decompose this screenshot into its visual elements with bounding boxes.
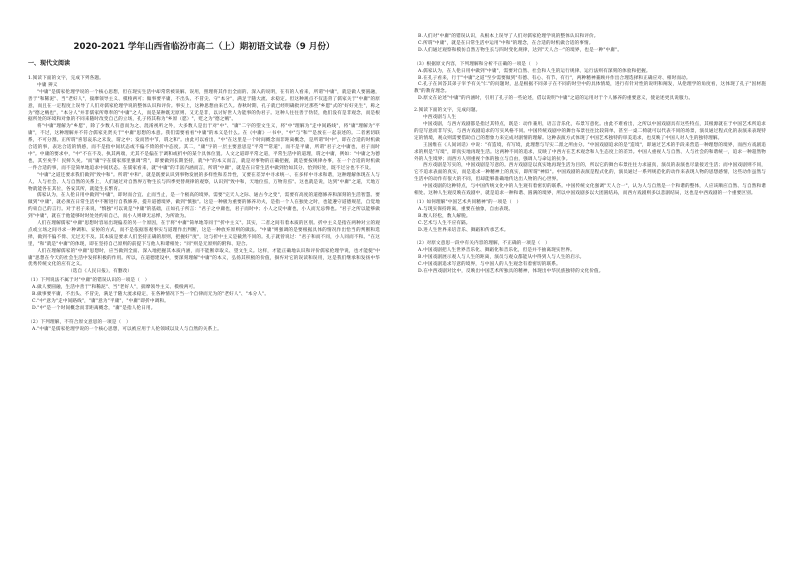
passage-title: 中庸 辨义 [37,82,58,88]
option: C.艺术与人生不应有隔。 [418,220,471,226]
question-intro: 1.阅读下面的文字，完成下列各题。 [28,76,104,81]
paragraph: "中庸"之道还要求我们做到"致中和"。所谓"中和"，就是既要认识到事物发展的多样性和差异性，又要在差异中寻求统一、在多样中寻求和谐，这种理解体现在人与人、人与社会、人与自然的关系上，人们通过对自然界万物生长与四季更替规律的观察，认识到"致中和，天地位焉，万物育焉"。这也就是说，达到"中庸"之道，天地万物就能各在其位，各安其所，就能生长繁育。 [28,172,380,192]
question-5: （1）如何理解"中国艺术共同精神"的一项是（ ） [414,199,522,205]
question-6: （2）对原文意思一段中有关内容的理解，不正确的一项是（ ） [414,241,550,247]
question-intro: 2.阅读下面的文字，完成问题。 [414,108,481,114]
paragraph: 中国戏剧，与西方戏剧都是指过其特点，既是：动作兼用，语言音乐化，布景写意化。由此不难看出，之所以中国戏剧具有这些特点，其根源就在于中国艺术所追求的是写意而非写实，与西方戏剧追求的写实风格不同。中国传统戏剧中的舞台布景往往比较简单，甚至一桌二椅就可以代表不同的场景，演员通过程式化的表演来表现特定的情境，观众则需要借助自己的想象力来完成对剧情的理解。这种表演方式体现了中国艺术独特的审美追求，也反映了中国人对人生的独特理解。 [414,121,766,141]
option: D.进人生世界来培音乐、舞蹈和传承艺术。 [418,227,509,233]
right-column [414,34,766,276]
paragraph: 中国戏剧的这种特点，与中国传统文化中的人生观有着密切的联系。中国传统文化强调"天人合一"，认为人与自然是一个和谐的整体，人应该顺应自然、与自然和谐相处。这种人生观反映在戏剧中，就是追求一种和谐、圆满的境界，所以中国戏剧多以大团圆结局，而西方戏剧则多以悲剧结局，这也是中西戏剧的一个重要区别。 [414,184,766,197]
question-2: （2）下列理解，不符合原文意思的一项是（ ） [28,319,131,325]
option: A.中国戏剧把人生世界音乐化、舞蹈化和音乐化，但是并不抽离现实世界。 [418,248,575,254]
question-3: （3）根据原文内容，下列理解和分析不正确的一项是（ ） [414,61,541,67]
option: C.所谓"中庸"，就是在日常生活中运用"中和"的理念，在合适的时机做合适的事情。 [418,40,594,46]
option: D."中"是一个时间概念而非距离概念，"庸"是指人伦日用。 [32,305,156,311]
paragraph: 王国维在《人间词话》中说："有造境，有写境，此理想与写实二派之所由分。"中国戏剧追求的是"造境"，即通过艺术的手段来营造一种理想的境界，而西方戏剧追求的则是"写境"，即真实地再现生活。这两种不同的追求，反映了中西方在艺术观念和人生态度上的差异。中国人重视人与自然、人与社会的和谐统一，追求一种超然物外的人生境界；而西方人则重视个体的独立与自由，强调人与命运的抗争。 [414,142,766,162]
paragraph: 人们在理解儒家"中庸"思想时容易出现偏差的另一个原因，在于将"中庸"简单地等同于"折中主义"。其实，二者之间有着本质的区别。折中主义是指在两种对立的观点或立场之间寻求一种调和、妥协的方式，而不是依据客观事实与道理作出判断，这是一种放弃原则的做法。"中庸"则强调的是要根据具体的情况作出恰当的判断和选择，做到不偏不倚、无过无不及。其本质是要求人们坚持正确的原则，把握好"度"，这与折中主义是截然不同的。孔子就曾说过："君子和而不同，小人同而不和。"在这里，"和"就是"中庸"的体现，即在坚持自己原则的前提下与他人和谐相处；"同"则是无原则的附和、迎合。 [28,221,380,247]
option: B.数人轻松，数人解脱。 [418,213,471,219]
question-1: （1）下列说法不属于对"中庸"的错误认识的一项是（ ） [28,278,150,284]
paragraph: "中庸"是儒家伦理学说的一个核心思想，但在现实生活中却常常被误解、误用，照理将其作出全面的、深入的说明，在有的人看来，所谓"中庸"，就是做人要圆融，善于"和稀泥"、当"老好人"，揣摩领导主义、模棱两可；做事要平庸，不出头、不冒尖、守"本分"，满足于随大流、求稳定。但这种观点不仅违背了儒家关于"中庸"的原意，而且在一定程度上误导了人们对儒家伦理学说的整体认识和评价。事实上，这种思想由来已久。春秋时期，孔子就已经明确批评过那些"乡愿"式的"好好先生"，称之为"德之贼也"，"本分人"并非儒家所尊奉的"中庸"之人，而是某种既无原则、又无是非，以讨好世人为能事的伪君子。这种人往往善于伪装，他们没有是非观念，而是根据所处的环境和对象的不同来随时改变自己的立场，孔子将其称为"乡原（愿）"，贬之为"德之贼"。 [28,89,380,123]
option: B.中国戏剧展示观人与人生的距离，演员与观众都能从中得到人与人生的启示。 [418,255,585,261]
option: B.在孔子看来，行于"中庸"之道"至少需要做到"有德、有心、有节、有行"，两种精神兼顾并作出合理选择和正确应对、相时而动。 [418,75,691,81]
source-note: （选自《人民日报》，有删改） [68,269,133,275]
option: A.做人要圆融，生活中善于"和稀泥"、当"老好人"，揣摩领导主义、模棱两可。 [32,285,198,291]
section-heading: 一、现代文阅读 [28,60,71,67]
option: B.人们对"中庸"的错误认识，从根本上误导了人们对儒家伦理学说的整体认识和评价。 [418,34,599,39]
paragraph: 儒家认为，在人伦日用中做到"中庸"，即时而合宜、止而当止，是一个极高的境界。需要"完天人之际、通古今之变"，需要有高度的道德修养和深刻的生活智慧。要做到"中庸"，就必须在日常生活中不断进行自我修养，提升道德境界，做到"慎独"。这是一种极为重要的修养功夫，是指一个人在独处之时，也能遵守道德规范，自觉地约束自己的言行。对于君子来说，"慎独"可以说是"中庸"的基础，正如孔子所言："君子之中庸也，君子而时中；小人之反中庸也，小人而无忌惮也。"君子之所以能够做到"中庸"，就在于他能够时时处处约束自己，而小人则肆无忌惮，为所欲为。 [28,193,380,220]
option: A.儒家认为，在人伦日用中做到"中庸"，需要对自然、社会和人生的运行规律、运行法则有深刻的体验和把握。 [418,68,651,74]
option: C."中"意为"走中间路线"，"庸"意为"平庸"，"中庸"即折中调和。 [32,299,169,304]
paragraph: 将"中庸"理解为"乡愿"，除了少数人有意而为之、混淆视听之外，大多数人是出于对"中"、"庸"二字的望文生义，将"中"理解为"走中间路线"，将"庸"理解为"平庸"，不过，这种理解并不符合儒家先贤关于"中庸"思想的本意。我们需要看看"中庸"的本义是什么。在《中庸》一书中，"中"与"和""是放在一起表述的。二者密切联系，不可分割。正所谓"喜怒哀乐之未发，谓之中；发而皆中节，谓之和"。由此可以看出，"中"在这里是一个时间概念而非距离概念，是所谓"时中"，即在合适的时机做合适的事，表达合适的情感，而不是指中间状态或不偏不倚的折中态度。其二，"庸"字的一层主要意思是"平常""常道"，而不是平庸，所谓"君子之中庸也，君子而时中"。中庸的要求中，"中"不在不及、执其两端，尤其不是偏在于调和或折中的某个具体位置。人文之道即平常之道，平常生活中的道理，谓之中庸，例如："中庸之为德也，其至矣乎！民鲜久矣。"而"庸"字在儒家那里强调"常"，即要做到长期坚持，就"中"的本义而言，就是对事物的正确把握，就是要按规律办事，在一个合适的时机做一件合适的事，而不是简单地追求中间状态。在儒家看来，就"中庸"的丰富内涵而言，所谓"中庸"，就是在日常生活中做到恰如其分、恰到好处，既不过分也不不及。 [28,124,380,171]
paragraph: 人们在理解儒家的"中庸"思想时，应当做到全面、深入地把握其本质内涵，而不能断章取义、望文生义。这样，才能正确地认识和评价儒家伦理学说，也才能使"中庸"思想在今天的社会生活中发挥积极的作用。所以，在道德建设中，要深刻理解"中庸"的本义，弘扬其积极的价值，摒弃对它的误读和误用，这是我们继承和发扬中华优秀传统文化的应有之义。 [28,248,380,268]
option: A.与现实保持距离，重要在抽象，自由表现。 [418,206,514,212]
option: C.中国戏剧追求写意的境界，与中国人的人生观念有着密切的联系。 [418,262,561,268]
option: D.在中西戏剧对比中，反映出中国艺术所独具的精神，体现出中华民族独特的文化价值。 [418,269,604,275]
option: D.人们通过观察和模仿自然万物生长与四时变化规律，达到"天人合一"的境界，也是一种"中庸"。 [418,47,623,53]
left-column [28,18,380,334]
exam-title: 2020-2021 学年山西省临汾市高二（上）期初语文试卷（9 月份） [73,42,335,52]
paragraph: 西方戏剧是写实的，中国戏剧是写意的。西方戏剧是以真实地再现生活为目的，所以它的舞台布景往往力求逼真，演员的表演也尽量接近生活；而中国戏剧则不同，它不追求表面的真实，而是追求一种精神上的真实，即所谓"神似"。中国戏剧的表演是程式化的，演员通过一系列规范化的动作来表现人物的思想感情，这些动作虽然与生活中的动作有很大的不同，但却能够准确地传达出人物的内心世界。 [414,163,766,183]
option: B.做事要平庸，不出头、不冒尖，满足于随大流求稳定，在各种情况下当一个自律而无为的"老好人"、"本分人"。 [32,292,270,298]
option: D.原文在论述"中庸"的内涵时，引用了孔子的一些论述，借以说明"中庸"之道的运用对于个人修养的重要意义，使论述更具说服力。 [418,96,694,102]
option: C.孔子在回答其弟子宰予有关"仁"的问题时，总是根据不同弟子在不同的时空中的具体情境，进行有针对性的说明和阐发，从伦理学的角度看，这体现了孔子"因材施教"的教育理念。 [414,82,766,95]
passage-title: 中西戏剧与人生 [423,115,457,121]
option: A."中庸"是儒家伦理学说的一个核心思想，可以被应用于人伦领域以及人与自然的关系上。 [32,326,222,332]
